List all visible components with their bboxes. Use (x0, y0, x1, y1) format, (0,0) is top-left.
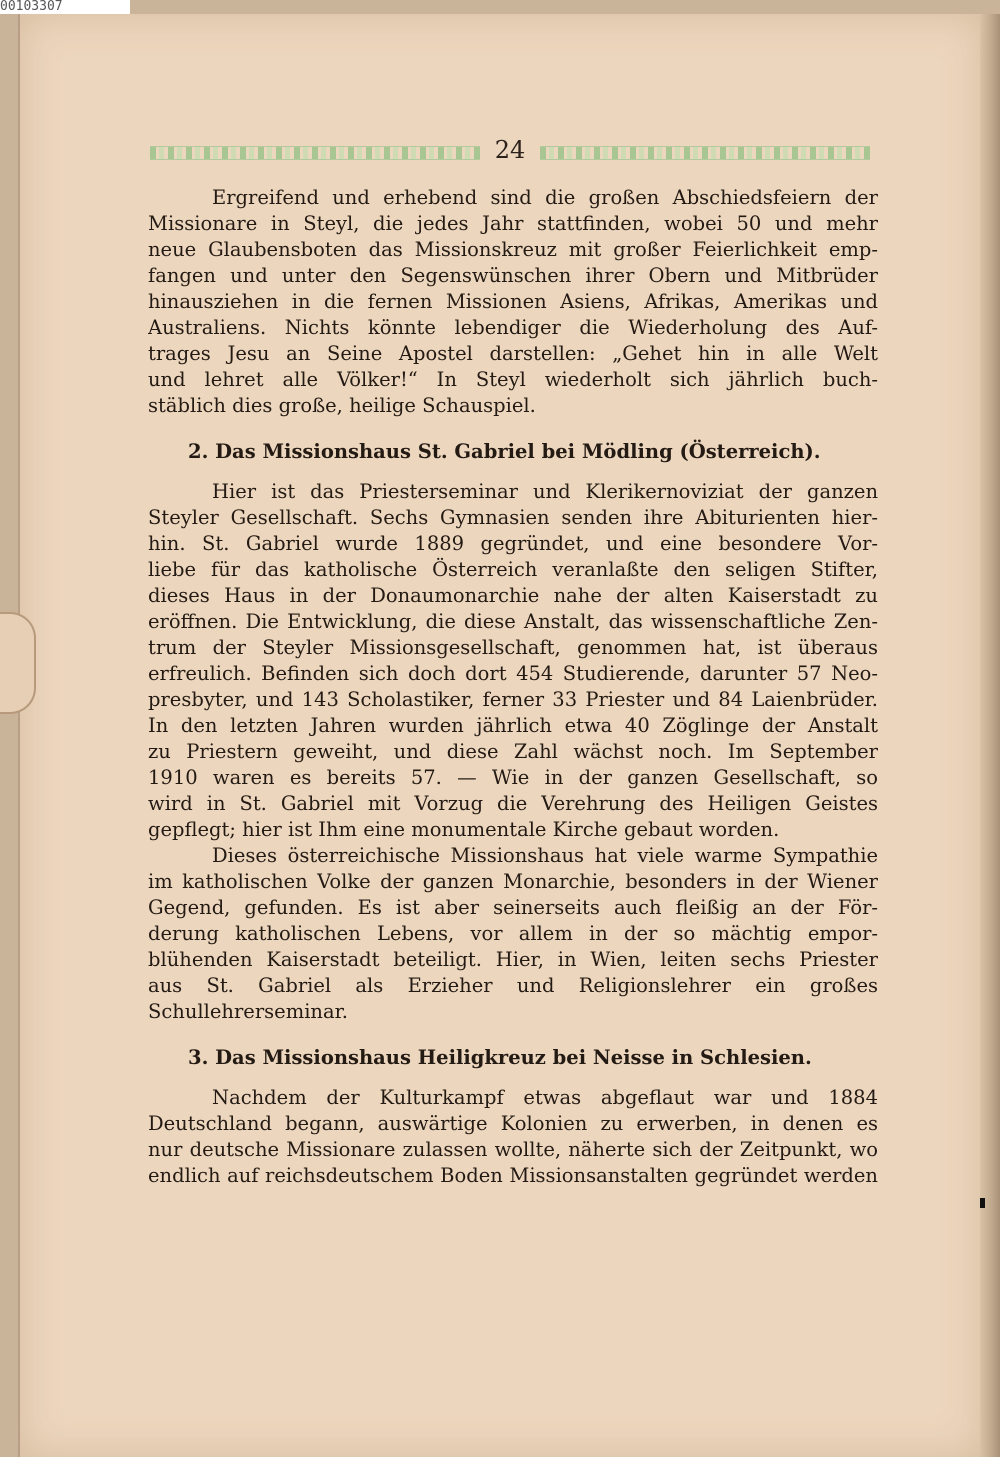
paragraph-4 (148, 1085, 878, 1189)
paragraph-3 (148, 843, 878, 1025)
text-line: Australiens. Nichts könnte lebendiger die Wiederholung des Auf- (148, 316, 878, 339)
text-line: trages Jesu an Seine Apostel darstellen: „Gehet hin in alle Welt (148, 342, 878, 365)
page-number: 24 (494, 136, 526, 164)
scan-id-label: 00103307 (0, 0, 130, 14)
page-edge (980, 14, 1000, 1457)
text-line: neue Glaubensboten das Missionskreuz mit großer Feierlichkeit emp- (148, 238, 878, 261)
text-line: hin. St. Gabriel wurde 1889 gegründet, und eine besondere Vor- (148, 532, 878, 555)
text-line: presbyter, und 143 Scholastiker, ferner 33 Priester und 84 Laienbrüder. (148, 688, 878, 711)
text-line: Schullehrerseminar. (148, 1000, 348, 1023)
text-line: aus St. Gabriel als Erzieher und Religionslehrer ein großes (148, 974, 878, 997)
text-line: endlich auf reichsdeutschem Boden Missionsanstalten gegründet werden (148, 1164, 878, 1187)
text-line: zu Priestern geweiht, und diese Zahl wächst noch. Im September (148, 740, 878, 763)
text-line: im katholischen Volke der ganzen Monarchie, besonders in der Wiener (148, 870, 878, 893)
text-line: Dieses österreichische Missionshaus hat viele warme Sympathie (212, 844, 878, 867)
page-clip-tab (0, 612, 36, 714)
page-header (150, 136, 870, 166)
paragraph-1 (148, 185, 878, 419)
text-line: nur deutsche Missionare zulassen wollte, näherte sich der Zeitpunkt, wo (148, 1138, 878, 1161)
section-heading-3: 3. Das Missionshaus Heiligkreuz bei Neisse in Schlesien. (188, 1046, 812, 1069)
page-body (148, 185, 878, 1189)
text-line: Gegend, gefunden. Es ist aber seinerseits auch fleißig an der För- (148, 896, 878, 919)
text-line: In den letzten Jahren wurden jährlich etwa 40 Zöglinge der Anstalt (148, 714, 878, 737)
text-line: Hier ist das Priesterseminar und Klerikernoviziat der ganzen (212, 480, 878, 503)
section-heading-2: 2. Das Missionshaus St. Gabriel bei Mödling (Österreich). (188, 440, 821, 463)
ornament-right-icon (540, 146, 870, 160)
text-line: Nachdem der Kulturkampf etwas abgeflaut war und 1884 (212, 1086, 878, 1109)
text-line: trum der Steyler Missionsgesellschaft, genommen hat, ist überaus (148, 636, 878, 659)
text-line: fangen und unter den Segenswünschen ihrer Obern und Mitbrüder (148, 264, 878, 287)
text-line: Steyler Gesellschaft. Sechs Gymnasien senden ihre Abiturienten hier- (148, 506, 878, 529)
text-line: Missionare in Steyl, die jedes Jahr stattfinden, wobei 50 und mehr (148, 212, 878, 235)
text-line: liebe für das katholische Österreich veranlaßte den seligen Stifter, (148, 558, 878, 581)
text-line: Ergreifend und erhebend sind die großen Abschiedsfeiern der (212, 186, 878, 209)
text-line: eröffnen. Die Entwicklung, die diese Anstalt, das wissenschaftliche Zen- (148, 610, 878, 633)
ink-mark (980, 1198, 985, 1208)
ornament-left-icon (150, 146, 480, 160)
text-line: gepflegt; hier ist Ihm eine monumentale Kirche gebaut worden. (148, 818, 780, 841)
text-line: stäblich dies große, heilige Schauspiel. (148, 394, 536, 417)
text-line: derung katholischen Lebens, vor allem in der so mächtig empor- (148, 922, 878, 945)
text-line: und lehret alle Völker!“ In Steyl wiederholt sich jährlich buch- (148, 368, 878, 391)
text-line: 1910 waren es bereits 57. — Wie in der ganzen Gesellschaft, so (148, 766, 878, 789)
text-line: wird in St. Gabriel mit Vorzug die Verehrung des Heiligen Geistes (148, 792, 878, 815)
paragraph-2 (148, 479, 878, 843)
text-line: erfreulich. Befinden sich doch dort 454 Studierende, darunter 57 Neo- (148, 662, 878, 685)
text-line: hinausziehen in die fernen Missionen Asiens, Afrikas, Amerikas und (148, 290, 878, 313)
text-line: Deutschland begann, auswärtige Kolonien zu erwerben, in denen es (148, 1112, 878, 1135)
text-line: blühenden Kaiserstadt beteiligt. Hier, in Wien, leiten sechs Priester (148, 948, 878, 971)
text-line: dieses Haus in der Donaumonarchie nahe der alten Kaiserstadt zu (148, 584, 878, 607)
